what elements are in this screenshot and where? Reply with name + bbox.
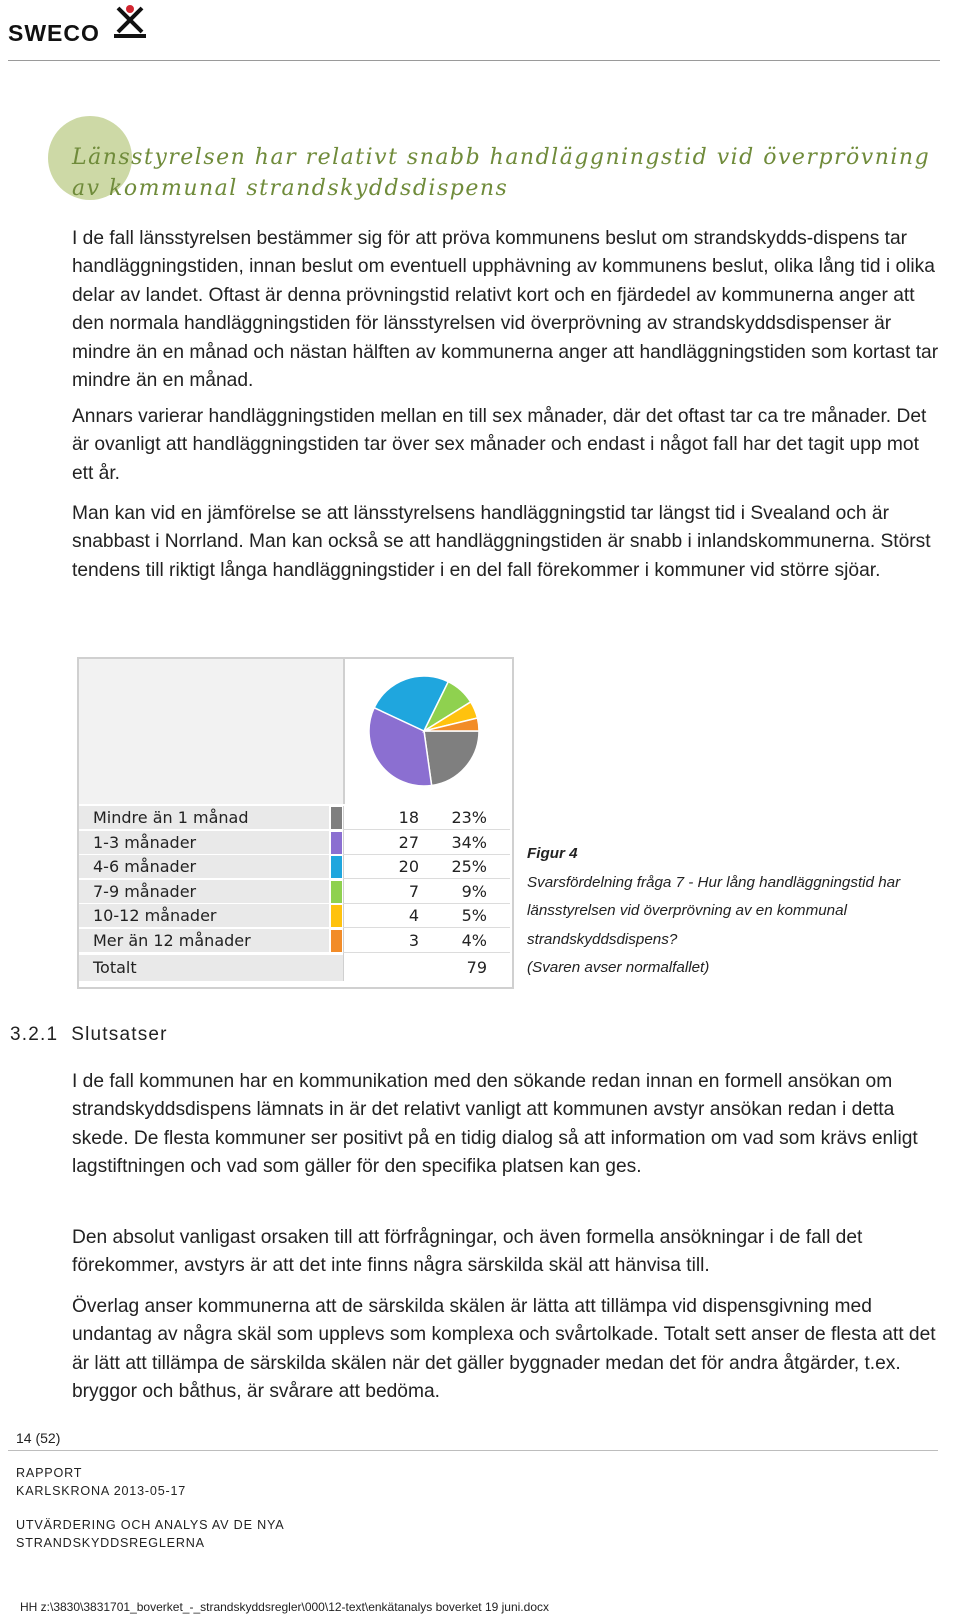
legend-swatch [331, 881, 342, 903]
legend-swatch [331, 856, 342, 878]
header-divider [8, 60, 940, 61]
legend-percent: 5% [461, 906, 487, 925]
legend-label: 10-12 månader [79, 904, 329, 927]
legend-label: Mer än 12 månader [79, 929, 329, 952]
subsection-title: Slutsatser [71, 1024, 168, 1045]
legend-swatch [331, 832, 342, 854]
legend-swatch [331, 807, 342, 829]
section-paragraph-3: Överlag anser kommunerna att de särskilda skälen är lätta att tillämpa vid dispensgivning med undantag av några skäl som upplevs som komplexa och svårtolkade. Totalt sett anser de flesta att det är lätt att tillämpa de särskilda skälen när det gäller byggnader medan det för andra åtgärder, t.ex. bryggor och båthus, är svårare att bedöma. [72, 1296, 936, 1403]
legend-percent: 25% [451, 857, 487, 876]
section-paragraph-1: I de fall kommunen har en kommunikation med den sökande redan innan en formell ansökan om strandskyddsdispens lämnats in är det relativt vanligt att kommunen avstyr ansökan redan i detta skede. De flesta kommuner ser positivt på en tidig dialog så att information om vad som krävs enligt lagstiftningen och vad som gäller för den specifika platsen kan ges. [72, 1071, 918, 1178]
pie-chart [361, 668, 487, 794]
footer-filepath: HH z:\3830\3831701_boverket_-_strandskyddsregler\000\12-text\enkätanalys boverket 19 juni.docx [20, 1600, 549, 1614]
legend-row [79, 904, 510, 929]
section-paragraph-2: Den absolut vanligast orsaken till att förfrågningar, och även formella ansökningar i de fall det förekommer, avstyrs är att det inte finns några särskilda skäl att hänvisa till. [72, 1227, 863, 1277]
sweco-logo [8, 4, 148, 48]
legend-label: 4-6 månader [79, 855, 329, 878]
total-value: 79 [466, 958, 487, 977]
legend-count: 4 [408, 906, 419, 925]
footer-doc-type: RAPPORT [16, 1466, 83, 1480]
legend-percent: 23% [451, 808, 487, 827]
page-number: 14 (52) [16, 1430, 61, 1446]
sweco-mark-icon [112, 4, 148, 44]
legend-swatch [331, 930, 342, 952]
legend-count: 27 [398, 832, 419, 852]
legend-row-separator [343, 952, 510, 953]
footer-place-date: KARLSKRONA 2013-05-17 [16, 1484, 187, 1498]
chart-empty-panel [79, 659, 345, 804]
legend-count: 7 [408, 881, 419, 901]
legend-count: 3 [408, 930, 419, 950]
chart-legend-table [79, 806, 510, 981]
logo-text: SWECO [8, 20, 100, 46]
legend-count: 18 [398, 808, 419, 827]
legend-row [79, 929, 510, 954]
legend-row [79, 806, 510, 831]
figure-text: Svarsfördelning fråga 7 - Hur lång handläggningstid har länsstyrelsen vid överprövning av en kommunal strandskyddsdispens? [527, 873, 901, 948]
paragraph-1: I de fall länsstyrelsen bestämmer sig för att pröva kommunens beslut om strandskydds-dispens tar handläggningstiden, innan beslut om eventuell upphävning av kommunens beslut, olika lång tid i olika delar av landet. Oftast är denna prövningstid relativt kort och en fjärdedel av kommunerna anger att den normala handläggningstiden för länsstyrelsen vid överprövning av strandskyddsdispenser är mindre än en månad och nästan hälften av kommunerna anger att handläggningstiden som kortast tar mindre än en månad. [72, 228, 939, 392]
footer-title-line-2: STRANDSKYDDSREGLERNA [16, 1536, 205, 1550]
legend-percent: 4% [461, 930, 487, 950]
legend-label: 7-9 månader [79, 880, 329, 903]
legend-row [79, 855, 510, 880]
figure-caption [527, 840, 947, 983]
section-heading: Länsstyrelsen har relativt snabb handläggningstid vid överprövning av kommunal strandskyddsdispens [72, 145, 931, 201]
legend-percent: 9% [461, 881, 487, 901]
paragraph-3: Man kan vid en jämförelse se att länsstyrelsens handläggningstid tar längst tid i Svealand och är snabbast i Norrland. Man kan också se att handläggningstiden är snabb i inlandskommunerna. Störst tendens till riktigt långa handläggningstider i en del fall förekommer i kommuner vid större sjöar. [72, 503, 931, 581]
legend-count: 20 [398, 857, 419, 876]
legend-percent: 34% [451, 832, 487, 852]
legend-row [79, 880, 510, 905]
legend-swatch [331, 905, 342, 927]
legend-row [79, 831, 510, 856]
figure-note: (Svaren avser normalfallet) [527, 959, 710, 977]
legend-label: Mindre än 1 månad [79, 806, 329, 829]
paragraph-2: Annars varierar handläggningstiden mellan en till sex månader, där det oftast tar ca tre månader. Det är ovanligt att handläggningstiden tar över sex månader och endast i något fall har det tagit upp mot ett år. [72, 406, 927, 484]
footer-title-line-1: UTVÄRDERING OCH ANALYS AV DE NYA [16, 1518, 285, 1532]
pie-slice-1 [424, 731, 479, 785]
subsection-number: 3.2.1 [10, 1024, 59, 1045]
legend-total-row [79, 955, 510, 981]
subsection-heading [10, 1024, 168, 1046]
total-label: Totalt [79, 955, 343, 981]
legend-label: 1-3 månader [79, 831, 329, 854]
footer-divider [8, 1450, 938, 1451]
figure-label: Figur 4 [527, 845, 578, 862]
